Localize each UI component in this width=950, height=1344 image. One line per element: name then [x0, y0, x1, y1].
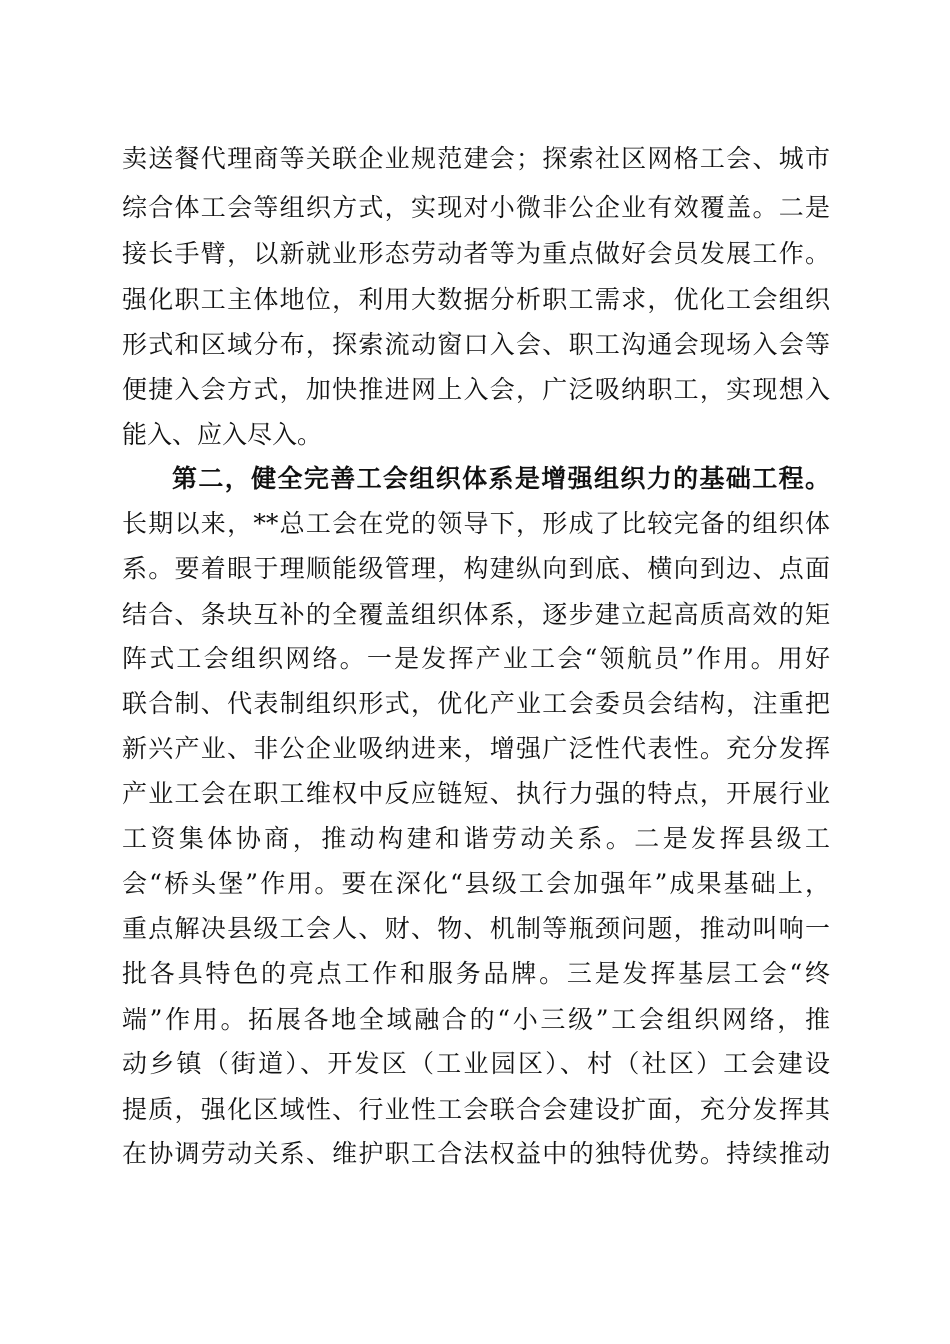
- paragraph-line: 动乡镇（街道）、开发区（工业园区）、村（社区）工会建设: [122, 1049, 830, 1078]
- paragraph-line: 便捷入会方式，加快推进网上入会，广泛吸纳职工，实现想入: [122, 375, 830, 404]
- paragraph-line: 能入、应入尽入。: [122, 420, 323, 449]
- paragraph-line: 接长手臂，以新就业形态劳动者等为重点做好会员发展工作。: [122, 239, 830, 268]
- paragraph-line: 端”作用。拓展各地全域融合的“小三级”工会组织网络，推: [122, 1005, 830, 1034]
- paragraph-line: 会“桥头堡”作用。要在深化“县级工会加强年”成果基础上，: [122, 869, 830, 898]
- paragraph-line: 工资集体协商，推动构建和谐劳动关系。二是发挥县级工: [122, 824, 830, 853]
- paragraph-line: 综合体工会等组织方式，实现对小微非公企业有效覆盖。二是: [122, 193, 830, 222]
- paragraph-line: 提质，强化区域性、行业性工会联合会建设扩面，充分发挥其: [122, 1095, 830, 1124]
- paragraph-line: 重点解决县级工会人、财、物、机制等瓶颈问题，推动叫响一: [122, 914, 830, 943]
- paragraph-line: 系。要着眼于理顺能级管理，构建纵向到底、横向到边、点面: [122, 554, 830, 583]
- paragraph-line: 在协调劳动关系、维护职工合法权益中的独特优势。持续推动: [122, 1139, 830, 1168]
- paragraph-line: 结合、条块互补的全覆盖组织体系，逐步建立起高质高效的矩: [122, 600, 830, 629]
- paragraph-line: 联合制、代表制组织形式，优化产业工会委员会结构，注重把: [122, 689, 830, 718]
- paragraph-line: 形式和区域分布，探索流动窗口入会、职工沟通会现场入会等: [122, 330, 830, 359]
- paragraph-line: 新兴产业、非公企业吸纳进来，增强广泛性代表性。充分发挥: [122, 734, 830, 763]
- paragraph-line: 卖送餐代理商等关联企业规范建会；探索社区网格工会、城市: [122, 144, 830, 173]
- section-heading: 第二，健全完善工会组织体系是增强组织力的基础工程。: [172, 464, 830, 493]
- paragraph-line: 长期以来，**总工会在党的领导下，形成了比较完备的组织体: [122, 509, 830, 538]
- paragraph-line: 强化职工主体地位，利用大数据分析职工需求，优化工会组织: [122, 285, 830, 314]
- paragraph-line: 阵式工会组织网络。一是发挥产业工会“领航员”作用。用好: [122, 644, 830, 673]
- paragraph-line: 批各具特色的亮点工作和服务品牌。三是发挥基层工会“终: [122, 959, 830, 988]
- paragraph-line: 产业工会在职工维权中反应链短、执行力强的特点，开展行业: [122, 779, 830, 808]
